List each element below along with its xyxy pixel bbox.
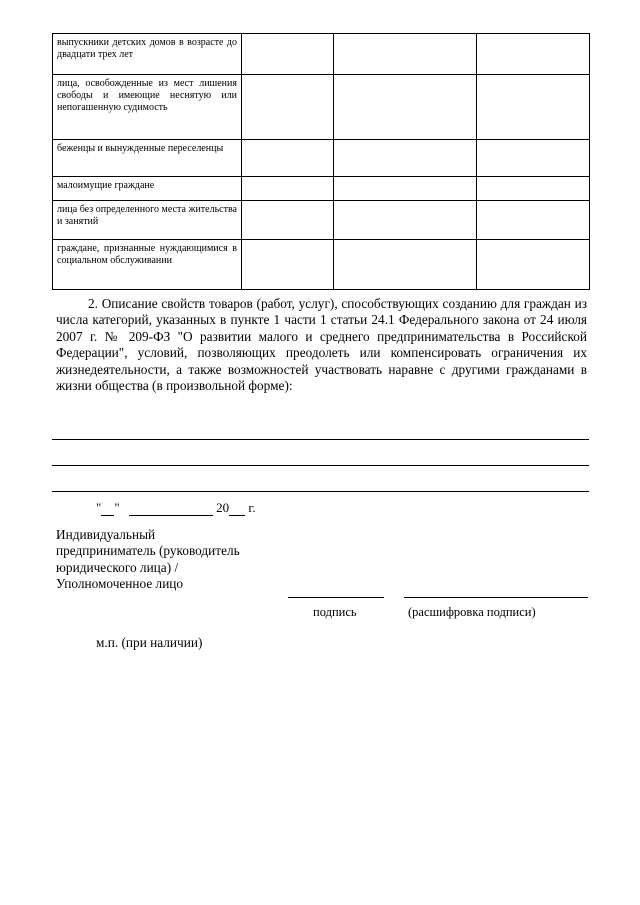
category-label: выпускники детских домов в возрасте до двадцати трех лет [53, 34, 242, 75]
table-cell [334, 34, 477, 75]
categories-table [52, 33, 590, 290]
table-cell [477, 177, 590, 201]
category-label: лица, освобожденные из мест лишения свободы и имеющие неснятую или непогашенную судимость [53, 75, 242, 140]
month-blank [129, 501, 213, 516]
table-row [53, 34, 590, 75]
table-cell [334, 240, 477, 290]
signature-decode-line [404, 597, 588, 598]
category-label: беженцы и вынужденные переселенцы [53, 140, 242, 177]
signature-decode-caption: (расшифровка подписи) [408, 605, 536, 619]
signatory-line: Уполномоченное лицо [56, 575, 184, 591]
answer-line [52, 465, 589, 466]
table-cell [242, 75, 334, 140]
year-blank [229, 501, 245, 516]
answer-line [52, 491, 589, 492]
signatory-block [56, 527, 276, 592]
signatory-line: Индивидуальный [56, 527, 156, 542]
day-blank [101, 501, 114, 516]
stamp-label: м.п. (при наличии) [96, 635, 203, 650]
table-row [53, 140, 590, 177]
table-cell [477, 75, 590, 140]
table-cell [334, 140, 477, 177]
table-row [53, 201, 590, 240]
table-cell [242, 240, 334, 290]
signature-line [288, 597, 384, 598]
table-cell [477, 201, 590, 240]
date-open-quote: " [96, 500, 102, 515]
table-row [53, 177, 590, 201]
table-cell [334, 177, 477, 201]
table-cell [334, 201, 477, 240]
signatory-line: юридического лица) / [56, 559, 179, 575]
table-cell [242, 34, 334, 75]
signatory-line: предприниматель (руководитель [56, 543, 240, 559]
table-cell [334, 75, 477, 140]
category-label: малоимущие граждане [53, 177, 242, 201]
table-cell [242, 201, 334, 240]
table-row [53, 75, 590, 140]
year-suffix: г. [248, 500, 256, 515]
section-2-text: 2. Описание свойств товаров (работ, услуг), способствующих созданию для граждан из числа категорий, указанных в пункте 1 части 1 статьи 24.1 Федерального закона от 24 июля 2007 г. № 209-ФЗ "О развитии малого и среднего предпринимательства в Российской Федерации", условий, позволяющих преодолеть или компенсировать ограничения их жизнедеятельности, а также возможностей участвовать наравне с другими гражданами в жизни общества (в произвольной форме): [56, 296, 587, 394]
category-label: лица без определенного места жительства и занятий [53, 201, 242, 240]
table-cell [242, 140, 334, 177]
table-cell [242, 177, 334, 201]
year-prefix: 20 [216, 500, 230, 515]
answer-line [52, 439, 589, 440]
table-row [53, 240, 590, 290]
table-cell [477, 34, 590, 75]
signature-caption: подпись [313, 605, 357, 619]
date-field [96, 500, 256, 516]
table-cell [477, 140, 590, 177]
category-label: граждане, признанные нуждающимися в социальном обслуживании [53, 240, 242, 290]
table-cell [477, 240, 590, 290]
date-close-quote: " [114, 500, 120, 515]
